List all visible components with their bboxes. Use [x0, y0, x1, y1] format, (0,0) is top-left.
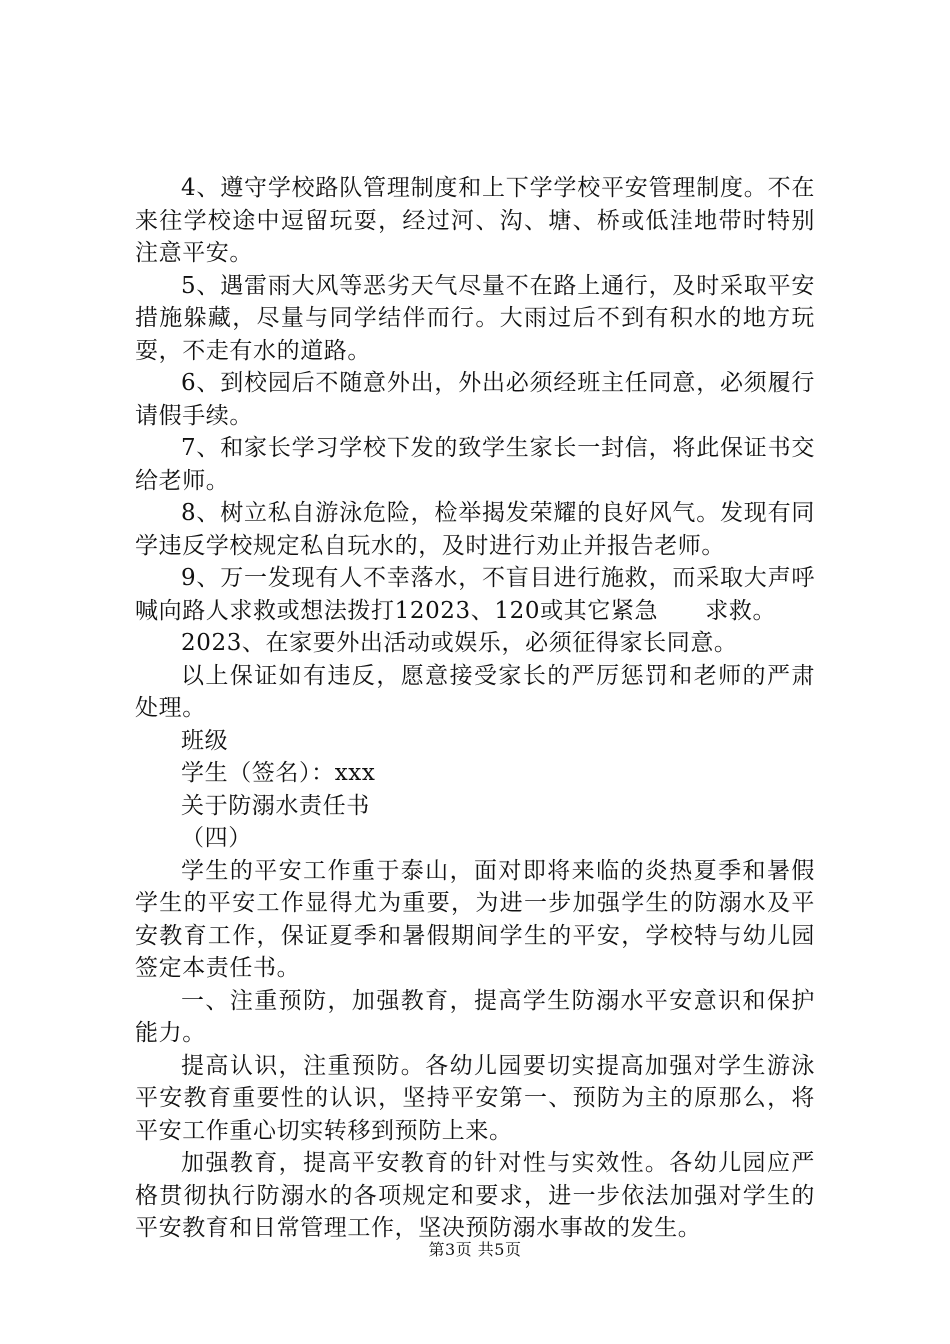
paragraph-rule-6: 6、到校园后不随意外出，外出必须经班主任同意，必须履行请假手续。: [135, 370, 815, 429]
paragraph-rule-9: 9、万一发现有人不幸落水，不盲目进行施救，而采取大声呼喊向路人求救或想法拨打12023、120或其它紧急 求救。: [135, 565, 815, 624]
paragraph-rule-8: 8、树立私自游泳危险，检举揭发荣耀的良好风气。发现有同学违反学校规定私自玩水的，及时进行劝止并报告老师。: [135, 500, 815, 559]
paragraph-awareness: 提高认识，注重预防。各幼儿园要切实提高加强对学生游泳平安教育重要性的认识，坚持平安第一、预防为主的原那么，将平安工作重心切实转移到预防上来。: [135, 1052, 815, 1144]
paragraph-intro: 学生的平安工作重于泰山，面对即将来临的炎热夏季和暑假学生的平安工作显得尤为重要，为进一步加强学生的防溺水及平安教育工作，保证夏季和暑假期间学生的平安，学校特与幼儿园签定本责任书。: [135, 857, 815, 981]
paragraph-rule-7: 7、和家长学习学校下发的致学生家长一封信，将此保证书交给老师。: [135, 435, 815, 494]
paragraph-rule-10: 2023、在家要外出活动或娱乐，必须征得家长同意。: [181, 630, 738, 656]
document-body: [135, 172, 815, 1245]
section-number: （四）: [181, 825, 252, 851]
student-signature: 学生（签名）：xxx: [181, 760, 376, 786]
paragraph-heading-one: 一、注重预防，加强教育，提高学生防溺水平安意识和保护能力。: [135, 987, 815, 1046]
paragraph-rule-4: 4、遵守学校路队管理制度和上下学学校平安管理制度。不在来往学校途中逗留玩耍，经过河、沟、塘、桥或低洼地带时特别注意平安。: [135, 175, 815, 266]
section-title: 关于防溺水责任书: [181, 792, 370, 819]
page-number: 第3页 共5页: [428, 1240, 522, 1259]
paragraph-education: 加强教育，提高平安教育的针对性与实效性。各幼儿园应严格贯彻执行防溺水的各项规定和要求，进一步依法加强对学生的平安教育和日常管理工作，坚决预防溺水事故的发生。: [135, 1150, 815, 1241]
paragraph-rule-5: 5、遇雷雨大风等恶劣天气尽量不在路上通行，及时采取平安措施躲藏，尽量与同学结伴而行。大雨过后不到有积水的地方玩耍，不走有水的道路。: [135, 272, 815, 364]
paragraph-pledge: 以上保证如有违反，愿意接受家长的严厉惩罚和老师的严肃处理。: [135, 662, 815, 721]
class-label: 班级: [181, 727, 229, 754]
page-footer: [0, 1238, 950, 1262]
